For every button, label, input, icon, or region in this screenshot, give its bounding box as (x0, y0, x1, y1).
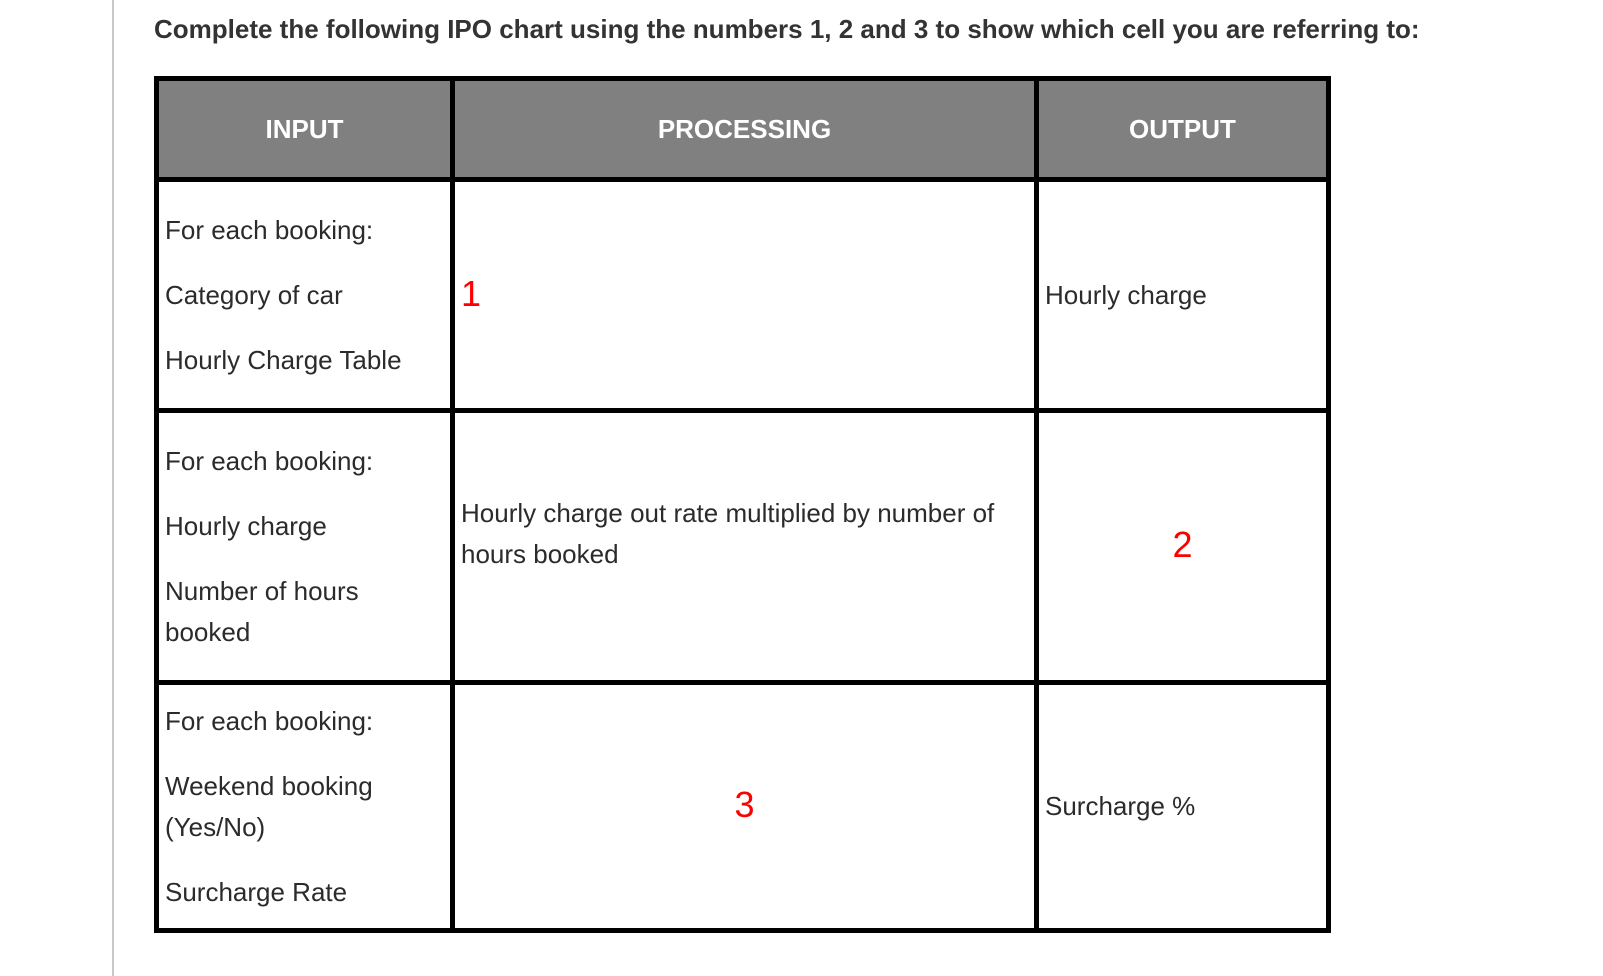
placeholder-number-3: 3 (734, 784, 755, 825)
instruction-text: Complete the following IPO chart using the numbers 1, 2 and 3 to show which cell you are referring to: (154, 14, 1420, 44)
header-processing: PROCESSING (453, 79, 1037, 180)
table-row (157, 180, 1329, 411)
processing-cell (453, 683, 1037, 931)
input-line: For each booking: (165, 705, 374, 736)
header-row (157, 79, 1329, 180)
header-input: INPUT (157, 79, 453, 180)
output-cell (1037, 411, 1329, 683)
input-line: Weekend booking (Yes/No) (165, 770, 373, 842)
placeholder-number-1: 1 (461, 272, 482, 314)
output-cell (1037, 683, 1329, 931)
input-cell (157, 411, 453, 683)
input-cell (157, 683, 453, 931)
placeholder-number-2: 2 (1172, 524, 1193, 565)
input-line: Number of hours booked (165, 575, 359, 647)
output-cell (1037, 180, 1329, 411)
page-left-border (112, 0, 114, 976)
input-cell (157, 180, 453, 411)
table-row (157, 411, 1329, 683)
input-line: For each booking: (165, 445, 374, 476)
input-line: For each booking: (165, 214, 374, 245)
header-output: OUTPUT (1037, 79, 1329, 180)
processing-cell (453, 180, 1037, 411)
processing-cell (453, 411, 1037, 683)
input-line: Hourly Charge Table (165, 344, 402, 375)
input-line: Surcharge Rate (165, 876, 348, 907)
output-text: Surcharge % (1045, 791, 1196, 821)
table-row (157, 683, 1329, 931)
input-line: Hourly charge (165, 510, 327, 541)
output-text: Hourly charge (1045, 279, 1207, 310)
ipo-chart-table (154, 76, 1331, 933)
input-line: Category of car (165, 279, 343, 310)
processing-text: Hourly charge out rate multiplied by number of hours booked (461, 497, 995, 569)
